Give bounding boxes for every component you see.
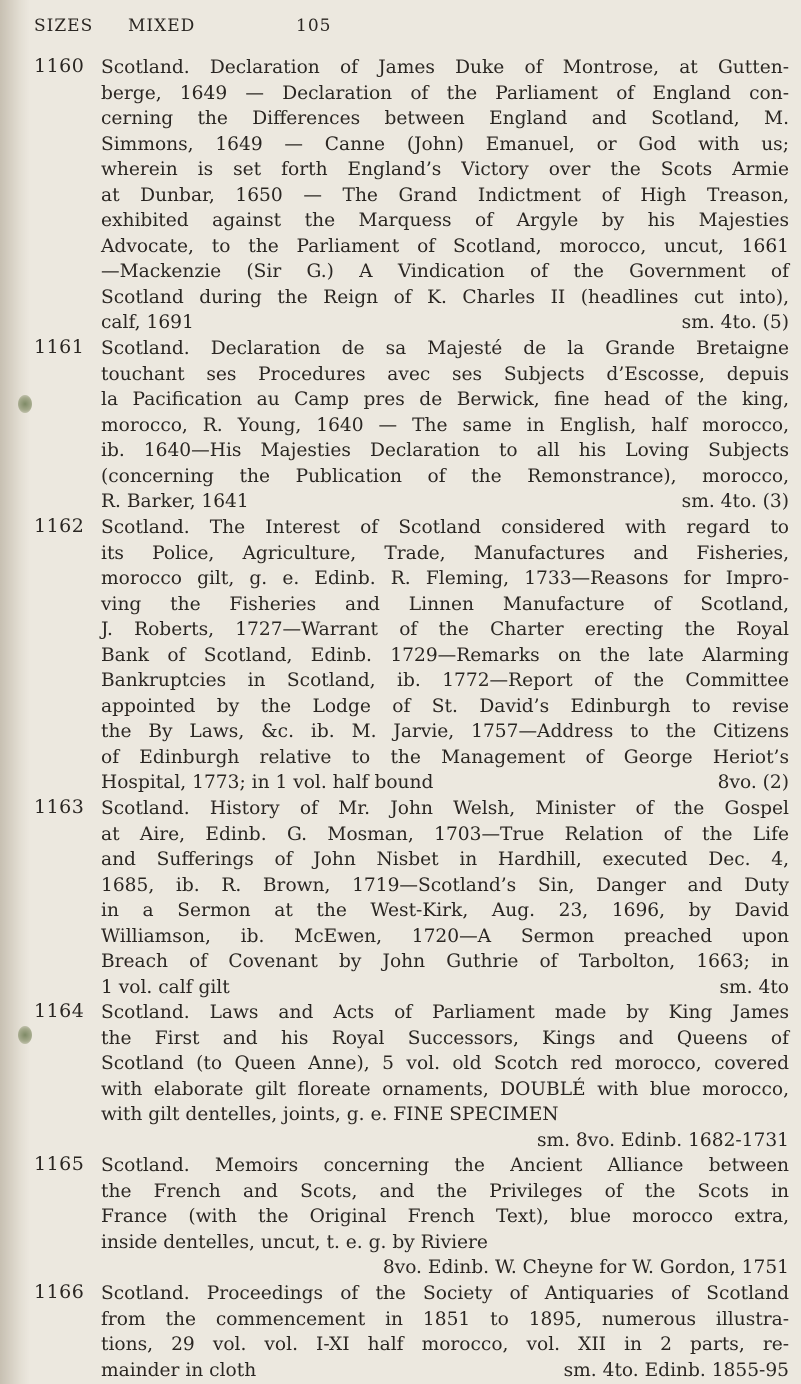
entry-line: the By Laws, &c. ib. M. Jarvie, 1757—Address to the Citizens xyxy=(101,721,789,742)
entry-line: appointed by the Lodge of St. David’s Edinburgh to revise xyxy=(101,695,789,717)
entry-line: Scotland (to Queen Anne), 5 vol. old Scotch red morocco, covered xyxy=(101,1053,789,1074)
entry-line: Advocate, to the Parliament of Scotland, morocco, uncut, 1661 xyxy=(101,235,789,257)
entry-line: inside dentelles, uncut, t. e. g. by Riviere xyxy=(101,1231,488,1253)
entry-line: Scotland. Proceedings of the Society of Antiquaries of Scotland xyxy=(101,1283,789,1304)
entry-line: Scotland. Laws and Acts of Parliament made by King James xyxy=(101,1002,789,1023)
entry-line: of Edinburgh relative to the Management of George Heriot’s xyxy=(101,746,789,768)
entry-last-line xyxy=(101,975,789,1001)
entry-line: at Dunbar, 1650 — The Grand Indictment of High Treason, xyxy=(101,184,789,206)
entry-line: ib. 1640—His Majesties Declaration to all his Loving Subjects xyxy=(101,440,789,461)
entry-line: the First and his Royal Successors, Kings and Queens of xyxy=(101,1027,789,1049)
entry-line: its Police, Agriculture, Trade, Manufactures and Fisheries, xyxy=(101,542,789,564)
lot-number: 1161 xyxy=(34,336,85,358)
entry-line: Williamson, ib. McEwen, 1720—A Sermon preached upon xyxy=(101,925,789,947)
lot-entry xyxy=(101,55,789,336)
entry-line: morocco, R. Young, 1640 — The same in English, half morocco, xyxy=(101,414,789,436)
entry-format: 8vo. Edinb. W. Cheyne for W. Gordon, 1751 xyxy=(382,1257,789,1278)
entry-last-left: calf, 1691 xyxy=(101,312,194,333)
lot-entry xyxy=(101,1000,789,1153)
entry-line: tions, 29 vol. vol. I-XI half morocco, vol. XII in 2 parts, re- xyxy=(101,1334,789,1355)
entry-line: Scotland. Memoirs concerning the Ancient Alliance between xyxy=(101,1155,789,1176)
entry-line: Scotland during the Reign of K. Charles II (headlines cut into), xyxy=(101,286,789,308)
entry-line: at Aire, Edinb. G. Mosman, 1703—True Relation of the Life xyxy=(101,823,789,845)
entry-line: in a Sermon at the West-Kirk, Aug. 23, 1696, by David xyxy=(101,900,789,921)
entry-line: with elaborate gilt floreate ornaments, DOUBLÉ with blue morocco, xyxy=(101,1078,789,1100)
entry-line: —Mackenzie (Sir G.) A Vindication of the Government of xyxy=(101,261,789,282)
entry-line: touchant ses Procedures avec ses Subjects d’Escosse, depuis xyxy=(101,363,789,385)
entry-line: Bankruptcies in Scotland, ib. 1772—Report of the Committee xyxy=(101,670,789,691)
entry-last-left: 1 vol. calf gilt xyxy=(101,976,230,998)
lot-entry xyxy=(101,1153,789,1281)
entry-line: la Pacification au Camp pres de Berwick, fine head of the king, xyxy=(101,389,789,410)
entry-format: sm. 4to xyxy=(719,976,789,998)
lot-number: 1164 xyxy=(34,1000,85,1022)
entry-line: Breach of Covenant by John Guthrie of Tarbolton, 1663; in xyxy=(101,951,789,972)
entry-format: sm. 8vo. Edinb. 1682-1731 xyxy=(536,1129,789,1151)
lot-entry xyxy=(101,336,789,515)
binding-hole-upper xyxy=(18,395,32,413)
lot-number: 1166 xyxy=(34,1281,85,1303)
header-sizes: SIZES xyxy=(34,16,94,36)
lot-number: 1163 xyxy=(34,796,85,818)
entry-line: J. Roberts, 1727—Warrant of the Charter erecting the Royal xyxy=(101,619,789,640)
entry-last-line xyxy=(101,310,789,336)
entry-line: ving the Fisheries and Linnen Manufacture of Scotland, xyxy=(101,593,789,615)
page-number: 105 xyxy=(296,16,332,36)
lot-number: 1165 xyxy=(34,1153,85,1175)
entry-line: exhibited against the Marquess of Argyle by his Majesties xyxy=(101,210,789,231)
lot-number: 1160 xyxy=(34,55,85,77)
lot-entry xyxy=(101,515,789,796)
entry-last-left: R. Barker, 1641 xyxy=(101,491,249,512)
entry-line: from the commencement in 1851 to 1895, numerous illustra- xyxy=(101,1308,789,1330)
entry-last-line xyxy=(101,1358,789,1384)
entry-line: with gilt dentelles, joints, g. e. FINE SPECIMEN xyxy=(101,1104,559,1125)
entry-format: sm. 4to. Edinb. 1855-95 xyxy=(563,1359,789,1381)
entry-format: sm. 4to. (3) xyxy=(681,491,789,512)
entry-line: berge, 1649 — Declaration of the Parliament of England con- xyxy=(101,82,789,104)
entry-last-left: Hospital, 1773; in 1 vol. half bound xyxy=(101,772,434,793)
lot-number: 1162 xyxy=(34,515,85,537)
page-header xyxy=(34,16,791,46)
entry-line: Bank of Scotland, Edinb. 1729—Remarks on the late Alarming xyxy=(101,644,789,666)
entry-line: Scotland. Declaration de sa Majesté de la Grande Bretaigne xyxy=(101,338,789,359)
entry-line: cerning the Differences between England and Scotland, M. xyxy=(101,108,789,129)
entry-format: 8vo. (2) xyxy=(717,772,789,793)
binding-hole-lower xyxy=(18,1026,32,1044)
header-mixed: MIXED xyxy=(128,16,196,36)
entry-line: Scotland. History of Mr. John Welsh, Minister of the Gospel xyxy=(101,798,789,819)
entry-line: (concerning the Publication of the Remonstrance), morocco, xyxy=(101,465,789,487)
entry-line: 1685, ib. R. Brown, 1719—Scotland’s Sin, Danger and Duty xyxy=(101,874,789,896)
entry-line: Scotland. Declaration of James Duke of Montrose, at Gutten- xyxy=(101,57,789,78)
entry-line: morocco gilt, g. e. Edinb. R. Fleming, 1733—Reasons for Impro- xyxy=(101,568,789,589)
entry-last-line xyxy=(101,489,789,515)
entry-line: France (with the Original French Text), blue morocco extra, xyxy=(101,1206,789,1227)
lot-entry xyxy=(101,796,789,1000)
entry-line: and Sufferings of John Nisbet in Hardhill, executed Dec. 4, xyxy=(101,849,789,870)
entry-last-left: mainder in cloth xyxy=(101,1359,257,1381)
lot-entry xyxy=(101,1281,789,1383)
entry-line: wherein is set forth England’s Victory over the Scots Armie xyxy=(101,159,789,180)
entry-format: sm. 4to. (5) xyxy=(681,312,789,333)
entry-last-line xyxy=(101,770,789,796)
entry-line: the French and Scots, and the Privileges of the Scots in xyxy=(101,1180,789,1202)
page-edge-shadow xyxy=(0,0,30,1384)
entry-line: Scotland. The Interest of Scotland considered with regard to xyxy=(101,517,789,538)
entry-line: Simmons, 1649 — Canne (John) Emanuel, or God with us; xyxy=(101,133,789,155)
